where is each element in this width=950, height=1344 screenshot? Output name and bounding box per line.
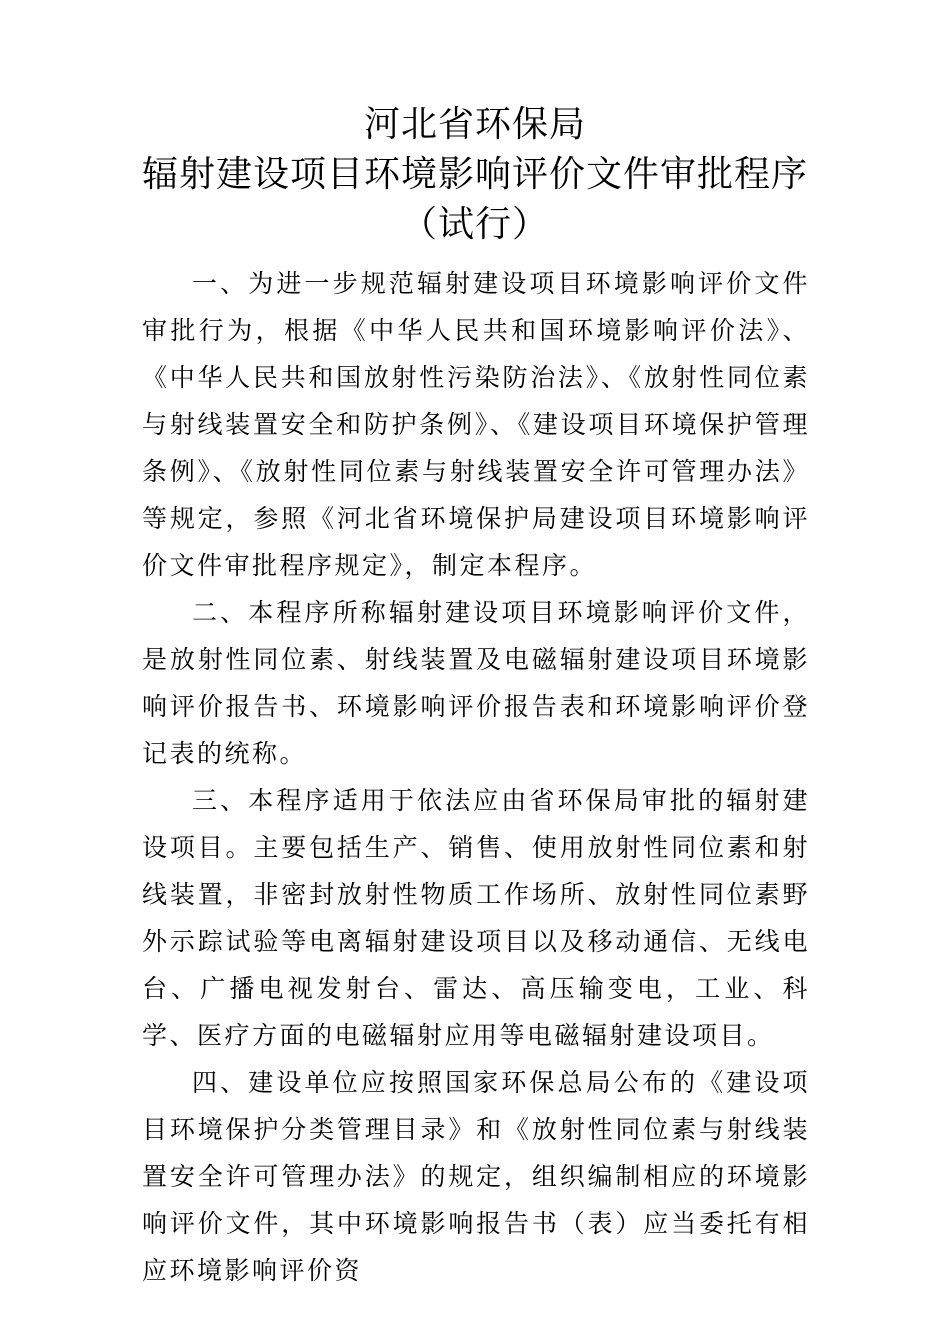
paragraph-2: 二、本程序所称辐射建设项目环境影响评价文件，是放射性同位素、射线装置及电磁辐射建设项目环境影响评价报告书、环境影响评价报告表和环境影响评价登记表的统称。 — [142, 598, 810, 768]
paragraph-1: 一、为进一步规范辐射建设项目环境影响评价文件审批行为，根据《中华人民共和国环境影响评价法》、《中华人民共和国放射性污染防治法》、《放射性同位素与射线装置安全和防护条例》、《建设项目环境保护管理条例》、《放射性同位素与射线装置安全许可管理办法》等规定，参照《河北省环境保护局建设项目环境影响评价文件审批程序规定》，制定本程序。 — [142, 269, 810, 580]
title-line-main: 辐射建设项目环境影响评价文件审批程序 — [141, 154, 808, 195]
document-body — [142, 260, 810, 1294]
paragraph-4: 四、建设单位应按照国家环保总局公布的《建设项目环境保护分类管理目录》和《放射性同位素与射线装置安全许可管理办法》的规定，组织编制相应的环境影响评价文件，其中环境影响报告书（表）应当委托有相应环境影响评价资 — [142, 1068, 810, 1285]
paragraph-3: 三、本程序适用于依法应由省环保局审批的辐射建设项目。主要包括生产、销售、使用放射性同位素和射线装置，非密封放射性物质工作场所、放射性同位素野外示踪试验等电离辐射建设项目以及移动通信、无线电台、广播电视发射台、雷达、高压输变电，工业、科学、医疗方面的电磁辐射应用等电磁辐射建设项目。 — [142, 786, 810, 1050]
title-line-agency: 河北省环保局 — [363, 104, 586, 145]
document-title — [0, 100, 950, 250]
title-line-trial: （试行） — [400, 204, 549, 245]
